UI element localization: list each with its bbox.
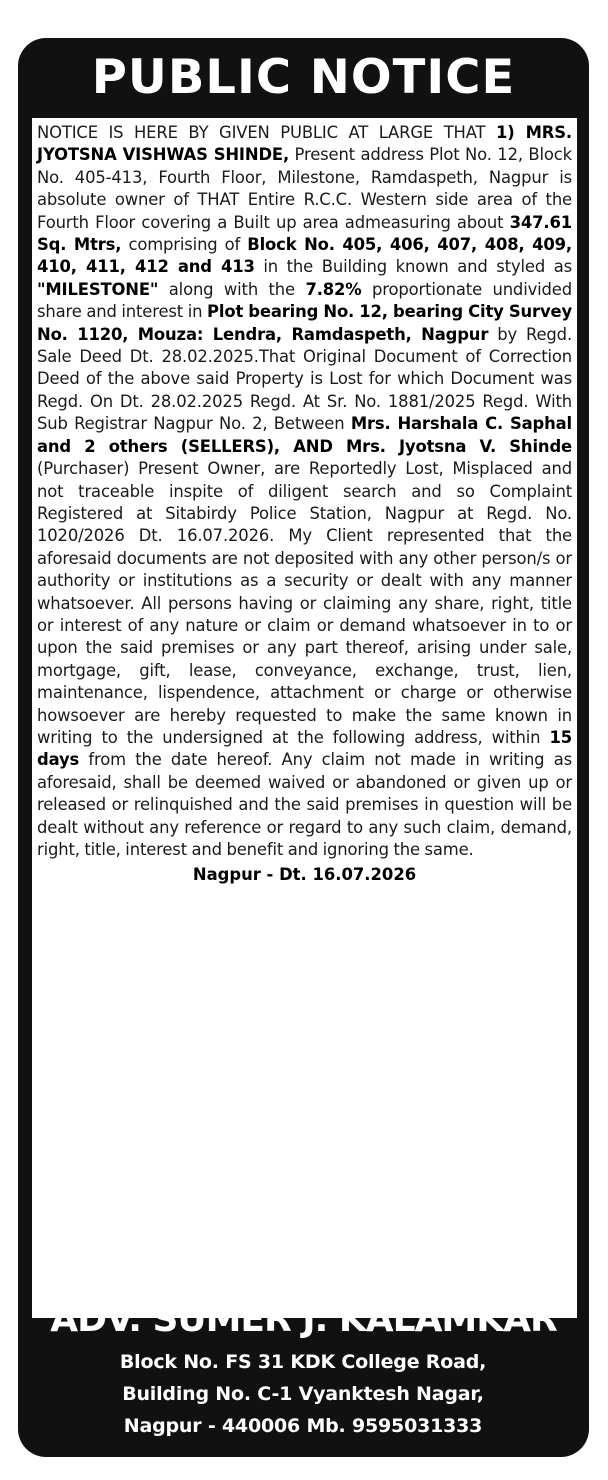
body-text-segment: in the Building known and styled as <box>254 257 572 277</box>
advocate-address-line1: Block No. FS 31 KDK College Road, <box>119 1351 487 1373</box>
body-text-segment: from the date hereof. Any claim not made in writing as aforesaid, shall be deemed waived or abandoned or given up or released or relinquished and the said premises in question will be dealt without any reference or regard to any such claim, demand, right, title, interest and benefit and ignoring the same. <box>37 750 572 859</box>
advocate-address-line2: Building No. C-1 Vyanktesh Nagar, <box>122 1383 484 1405</box>
body-bold-building: "MILESTONE" <box>37 279 159 299</box>
body-text-segment: along with the <box>158 279 306 299</box>
body-bold-owner: 1) MRS. JYOTSNA VISHWAS SHINDE, <box>37 123 573 165</box>
body-bold-parties: Mrs. Harshala C. Saphal and 2 others (SELLERS), AND Mrs. Jyotsna V. Shinde <box>37 414 572 456</box>
advocate-name: ADV. SUMER J. KALAMKAR <box>50 1299 557 1340</box>
body-text-segment: NOTICE IS HERE BY GIVEN PUBLIC AT LARGE THAT <box>37 123 496 142</box>
notice-title: PUBLIC NOTICE <box>91 50 516 105</box>
advocate-address-line3: Nagpur - 440006 Mb. 9595031333 <box>123 1415 483 1437</box>
body-bold-share: 7.82% <box>305 279 362 299</box>
body-text-segment: (Purchaser) Present Owner, are Reportedly Lost, Misplaced and not traceable inspite of diligent search and so Complaint Registered at Sitabirdy Police Station, Nagpur at Regd. No. 1020/2026 Dt. 16.07.2026. My Client represented that the aforesaid documents are not deposited with any other person/s or authority or institutions as a security or dealt with any manner whatsoever. All persons having or claiming any share, right, title or interest of any nature or claim or demand whatsoever in to or upon the said premises or any part thereof, arising under sale, mortgage, gift, lease, conveyance, exchange, trust, lien, maintenance, lispendence, attachment or charge or otherwise howsoever are hereby requested to make the same known in writing to the undersigned at the following address, within <box>37 459 572 747</box>
notice-body-text <box>37 122 572 861</box>
body-text-segment: Present address Plot No. 12, Block No. 405-413, Fourth Floor, Milestone, Ramdaspeth, Nagpur is absolute owner of THAT Entire R.C.C. Western side area of the Fourth Floor covering a Built up area admeasuring about <box>37 145 572 232</box>
notice-body <box>32 118 577 1318</box>
notice-date-line: Nagpur - Dt. 16.07.2026 <box>192 865 417 885</box>
public-notice <box>18 38 589 1457</box>
body-text-segment: by Regd. Sale Deed Dt. 28.02.2025.That Original Document of Correction Deed of the above said Property is Lost for which Document was Regd. On Dt. 28.02.2025 Regd. At Sr. No. 1881/2025 Regd. With Sub Registrar Nagpur No. 2, Between <box>37 324 572 434</box>
body-bold-days: 15 days <box>37 727 572 770</box>
body-bold-blocks: Block No. 405, 406, 407, 408, 409, 410, 411, 412 and 413 <box>37 235 572 277</box>
body-bold-plot: Plot bearing No. 12, bearing City Survey No. 1120, Mouza: Lendra, Ramdaspeth, Nagpur <box>37 302 572 344</box>
body-text-segment: comprising of <box>121 235 248 255</box>
body-text-segment: proportionate undivided share and interest in <box>37 279 572 322</box>
body-bold-area: 347.61 Sq. Mtrs, <box>37 212 572 255</box>
